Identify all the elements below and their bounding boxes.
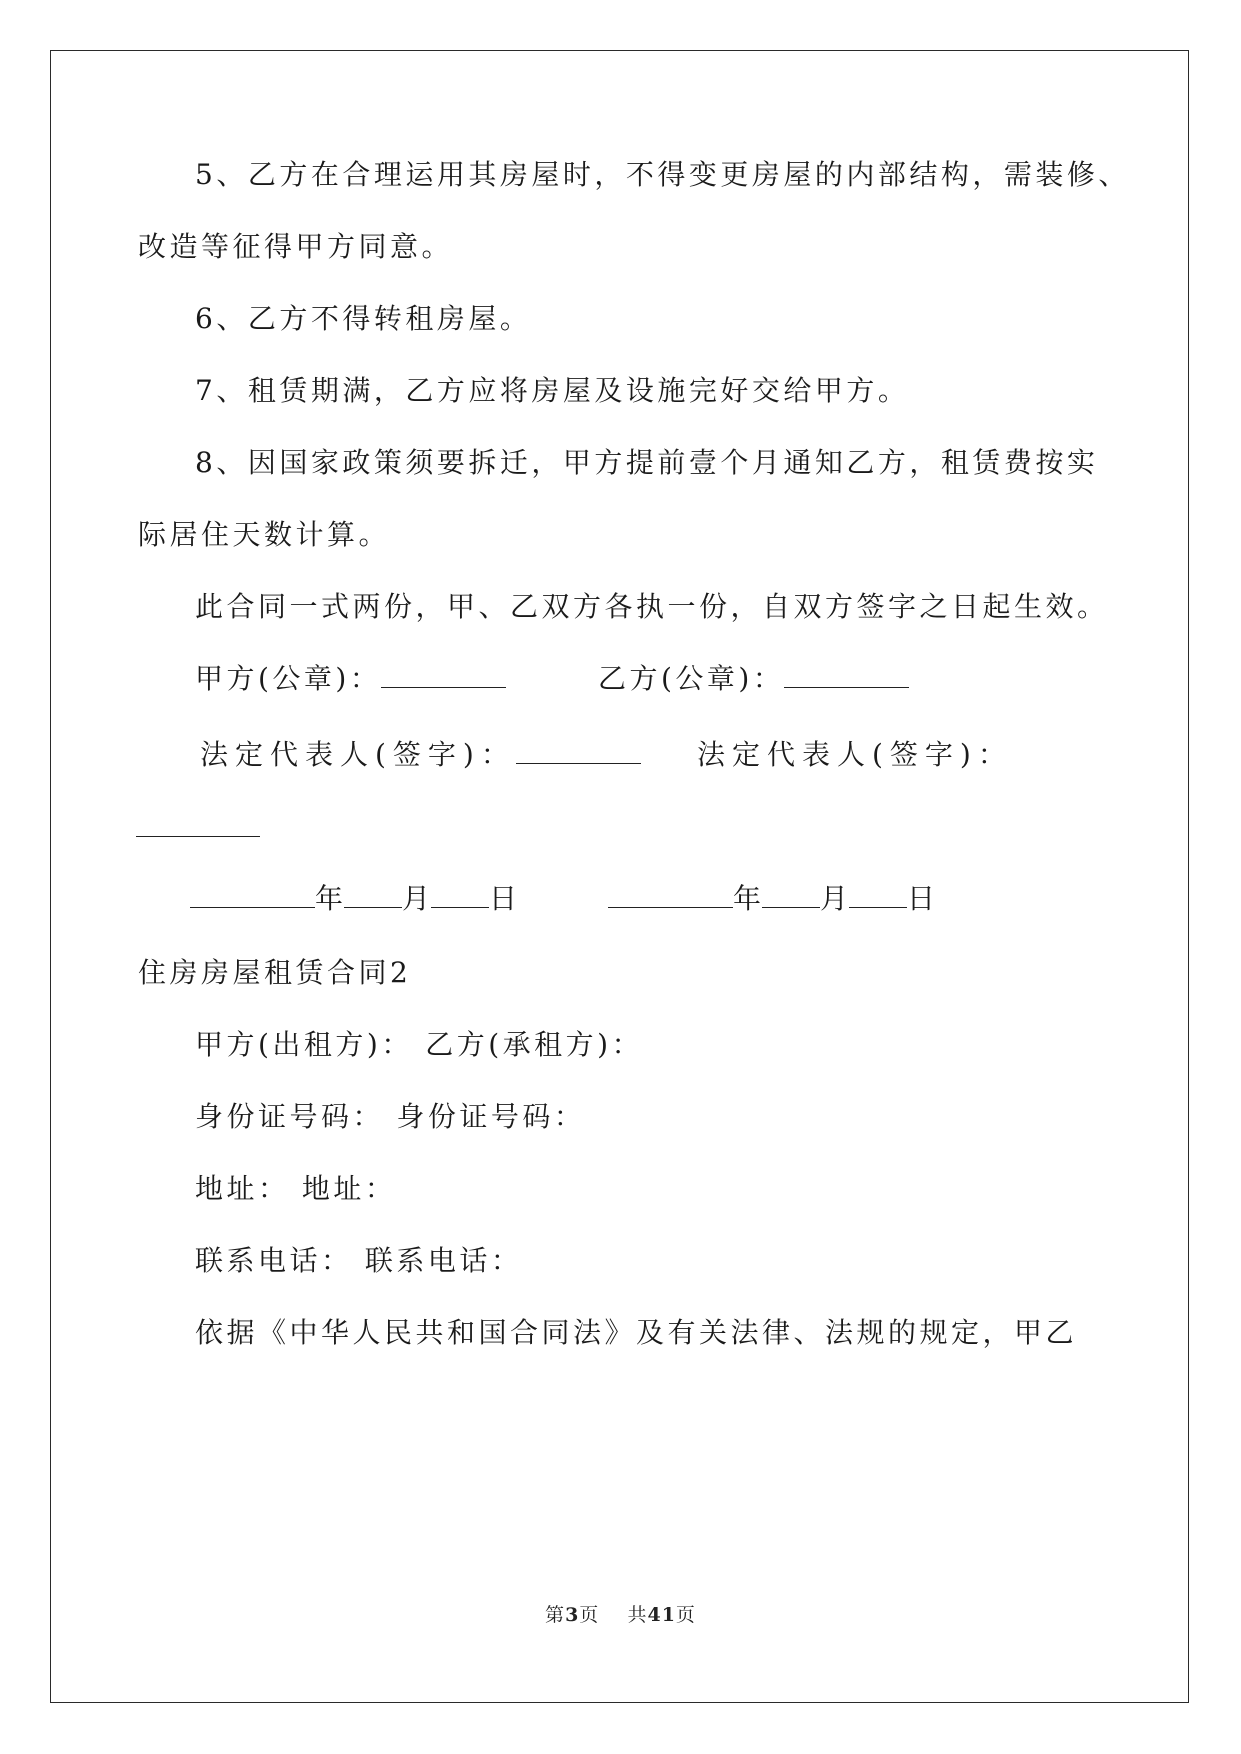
date-b-month-blank — [762, 885, 820, 908]
date-b-day: 日 — [907, 882, 937, 915]
contract-2-id: 身份证号码： 身份证号码： — [195, 1100, 586, 1133]
contract-2-title: 住房房屋租赁合同2 — [138, 956, 412, 989]
clause-5-line-2: 改造等征得甲方同意。 — [138, 230, 454, 263]
contract-2-basis: 依据《中华人民共和国合同法》及有关法律、法规的规定，甲乙 — [195, 1316, 1078, 1349]
contract-2-parties: 甲方(出租方)： 乙方(承租方)： — [195, 1028, 644, 1061]
page-footer — [0, 1600, 1241, 1627]
contract-2-phone: 联系电话： 联系电话： — [195, 1244, 523, 1277]
page-border — [50, 50, 1189, 1703]
date-a — [190, 882, 518, 916]
date-b-day-blank — [849, 885, 907, 908]
footer-suffix: 页 — [675, 1604, 696, 1626]
date-a-year-blank — [190, 885, 315, 908]
date-b — [608, 882, 936, 916]
date-a-year: 年 — [315, 882, 345, 915]
date-a-month-blank — [344, 885, 402, 908]
date-b-year: 年 — [733, 882, 763, 915]
footer-prefix: 第 — [545, 1604, 566, 1626]
contract-2-address: 地址： 地址： — [195, 1172, 397, 1205]
clause-5-line-1: 5、乙方在合理运用其房屋时，不得变更房屋的内部结构，需装修、 — [195, 158, 1130, 191]
footer-page-number: 3 — [565, 1604, 580, 1626]
date-a-day-blank — [431, 885, 489, 908]
clause-6: 6、乙方不得转租房屋。 — [195, 302, 532, 335]
clause-8-line-1: 8、因国家政策须要拆迁，甲方提前壹个月通知乙方，租赁费按实 — [195, 446, 1099, 479]
rep-a-label: 法定代表人(签字)： — [200, 738, 516, 771]
party-a-seal-blank — [381, 665, 506, 688]
date-a-month: 月 — [402, 882, 432, 915]
clause-7: 7、租赁期满，乙方应将房屋及设施完好交给甲方。 — [195, 374, 910, 407]
footer-total-pages: 41 — [647, 1604, 676, 1626]
rep-a-blank — [516, 741, 641, 764]
rep-b: 法定代表人(签字)： — [697, 738, 1013, 771]
clause-8-line-2: 际居住天数计算。 — [138, 518, 391, 551]
party-a-seal — [195, 662, 506, 696]
copies-clause: 此合同一式两份，甲、乙双方各执一份，自双方签字之日起生效。 — [195, 590, 1109, 623]
date-a-day: 日 — [489, 882, 519, 915]
rep-a — [200, 738, 641, 772]
rep-b-blank — [136, 814, 260, 837]
party-a-seal-label: 甲方(公章)： — [195, 662, 382, 695]
party-b-seal-label: 乙方(公章)： — [598, 662, 785, 695]
date-b-year-blank — [608, 885, 733, 908]
date-b-month: 月 — [820, 882, 850, 915]
party-b-seal — [598, 662, 909, 696]
footer-mid: 页 共 — [579, 1604, 648, 1626]
party-b-seal-blank — [784, 665, 909, 688]
